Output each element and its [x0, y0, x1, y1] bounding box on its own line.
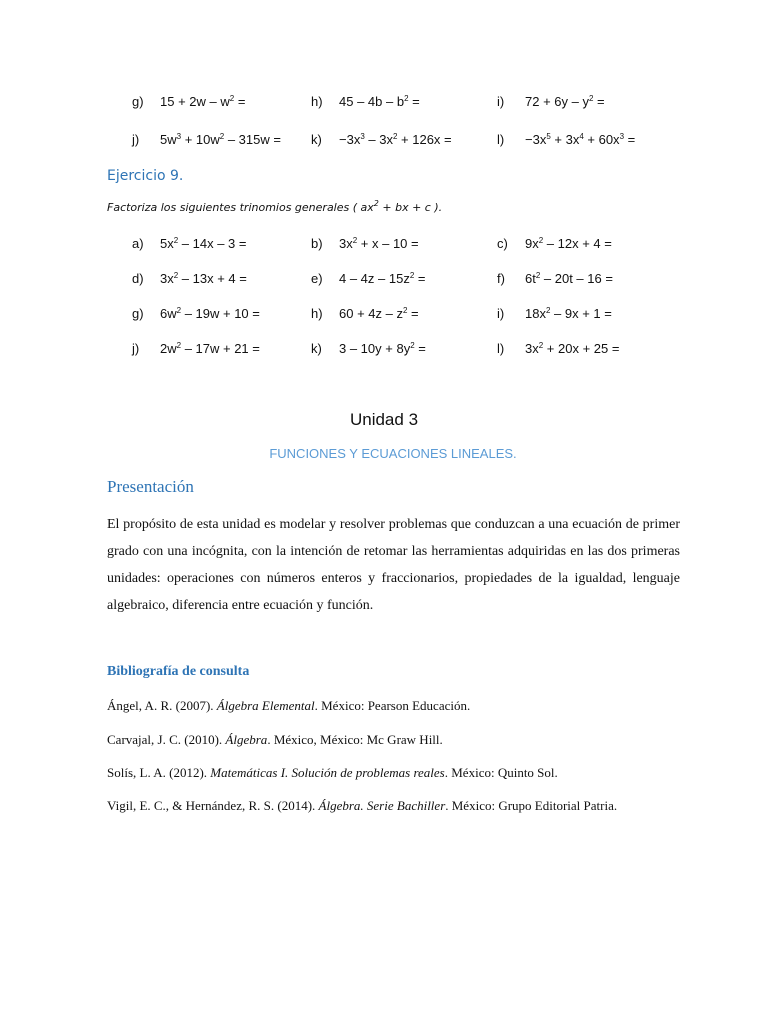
exercise-label: c): [497, 236, 508, 251]
exercise-label: g): [132, 306, 144, 321]
exercise-expression: $6t^2 - 20t - 16$ =: [525, 271, 613, 286]
exercise-label: a): [132, 236, 144, 251]
exercise-instruction: Factoriza los siguientes trinomios generales ( $ax^2$ + bx + c ).: [107, 199, 443, 214]
exercise-label: b): [311, 236, 323, 251]
exercise-label: h): [311, 306, 323, 321]
exercise-expression: $2w^2 - 17w + 21$ =: [160, 341, 260, 356]
exercise-label: i): [497, 306, 505, 321]
exercise-expression: $-3x^5 + 3x^4 + 60x^3$ =: [525, 132, 636, 147]
exercise-expression: $5x^2 - 14x - 3$ =: [160, 236, 247, 251]
exercise-label: f): [497, 271, 505, 286]
exercise-label: l): [497, 341, 505, 356]
exercise-label: k): [311, 341, 322, 356]
exercise-expression: $4 - 4z - 15z^2$ =: [339, 271, 426, 286]
section-heading-presentacion: Presentación: [107, 477, 194, 496]
exercise-expression: $18x^2 - 9x + 1$ =: [525, 306, 612, 321]
exercise-label: i): [497, 94, 505, 109]
exercise-label: h): [311, 94, 323, 109]
exercise-expression: $72 + 6y - y^2$ =: [525, 94, 605, 109]
exercise-expression: $60 + 4z - z^2$ =: [339, 306, 419, 321]
exercise-expression: $9x^2 - 12x + 4$ =: [525, 236, 612, 251]
exercise-expression: $3x^2 + 20x + 25$ =: [525, 341, 620, 356]
exercise-label: d): [132, 271, 144, 286]
unit-title: Unidad 3: [349, 410, 419, 429]
exercise-expression: $6w^2 - 19w + 10$ =: [160, 306, 260, 321]
exercise-expression: $3 - 10y + 8y^2$ =: [339, 341, 426, 356]
exercise-label: j): [132, 132, 140, 147]
exercise-expression: $3x^2 - 13x + 4$ =: [160, 271, 247, 286]
exercise-expression: $3x^2 + x - 10$ =: [339, 236, 419, 251]
section-heading-bibliografia: Bibliografía de consulta: [107, 664, 250, 679]
exercise-expression: $15 + 2w - w^2$ =: [160, 94, 246, 109]
exercise-expression: $-3x^3 - 3x^2 + 126x$ =: [339, 132, 452, 147]
exercise-title: Ejercicio 9.: [107, 168, 184, 184]
bibliography-entry: Solís, L. A. (2012). Matemáticas I. Solución de problemas reales. México: Quinto Sol.: [107, 765, 558, 780]
exercise-label: g): [132, 94, 144, 109]
presentation-paragraph: El propósito de esta unidad es modelar y resolver problemas que conduzcan a una ecuación de primer grado con una incógnita, con la intención de retomar las herramientas adquiridas en las dos primeras unidades: operaciones con números enteros y fraccionarios, propiedades de la igualdad, lenguaje algebraico, diferencia entre ecuación y función.: [107, 517, 680, 613]
exercise-label: k): [311, 132, 322, 147]
exercise-label: j): [132, 341, 140, 356]
exercise-label: l): [497, 132, 505, 147]
unit-subtitle: FUNCIONES Y ECUACIONES LINEALES.: [269, 446, 517, 461]
bibliography-entry: Ángel, A. R. (2007). Álgebra Elemental. México: Pearson Educación.: [107, 698, 471, 713]
bibliography-entry: Vigil, E. C., & Hernández, R. S. (2014). Álgebra. Serie Bachiller. México: Grupo Editorial Patria.: [107, 798, 618, 813]
bibliography-entry: Carvajal, J. C. (2010). Álgebra. México, México: Mc Graw Hill.: [107, 732, 443, 747]
exercise-label: e): [311, 271, 323, 286]
exercise-expression: $45 - 4b - b^2$ =: [339, 94, 420, 109]
exercise-expression: $5w^3 + 10w^2 - 315w$ =: [160, 132, 281, 147]
